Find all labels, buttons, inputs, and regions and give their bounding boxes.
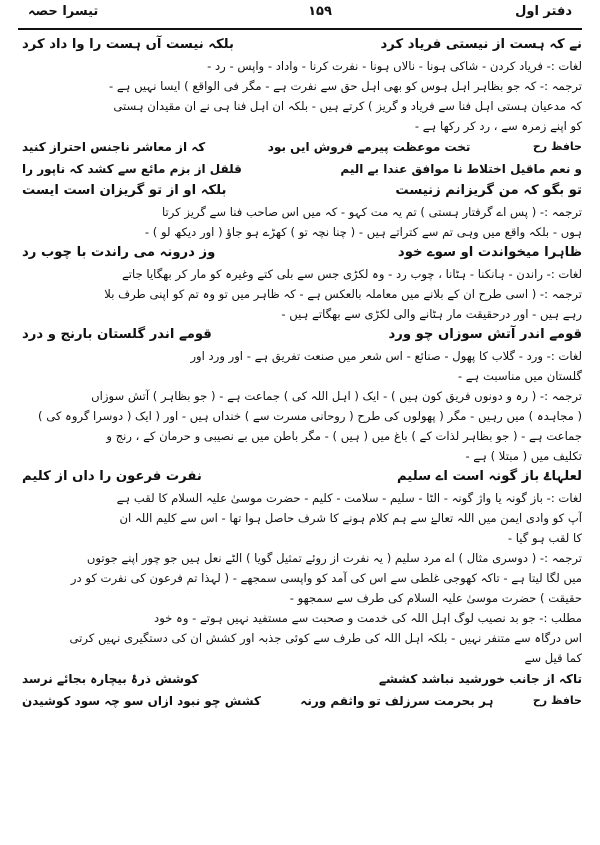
text-line: ہوں - بلکہ واقع میں وہی تم سے کتراتے ہیں - ( چنا نچہ تو ) کھڑے ہو جاؤ ( اور دیکھ لو ) - (144, 225, 582, 239)
hemistich: ظاہرا میخواندت او سوے خود (397, 245, 582, 260)
text-line: لغات :- ورد - گلاب کا پھول - صنائع - اس شعر میں صنعت تفریق ہے - اور ورد اور (190, 349, 582, 363)
text-line: کو اپنے زمرہ سے ، رد کر رکھا ہے - (414, 119, 582, 133)
text-line: ترجمہ :- ( اسی طرح ان کے بلانے میں معاملہ بالعکس ہے - کہ ظاہر میں تو وہ تم کو اپنی طرف بلا (104, 287, 582, 301)
header-section-label: تیسرا حصہ (28, 4, 99, 19)
hemistich: و نعم ماقیل اختلاط نا موافق عندا بے الیم (340, 162, 582, 176)
hemistich: نفرت فرعون را داں از کلیم (22, 469, 202, 484)
hemistich: ہر بحرمت سرزلف تو واثقم ورنہ (300, 694, 494, 708)
poet-label: حافظ رح (532, 140, 582, 153)
hemistich: کوشش ذرۂ بیچارہ بجائے نرسد (22, 672, 199, 686)
poem-line (22, 690, 582, 712)
hemistich: کہ از معاشر ناجنس احتراز کنید (22, 140, 206, 154)
verse-line (22, 34, 582, 56)
header-volume-label: دفتر اول (515, 4, 572, 19)
hemistich: لعلہاۓ باز گونہ است اے سلیم (396, 469, 582, 484)
hemistich: تو بگو کہ من گریزانم زنیست (395, 183, 582, 198)
text-line: ترجمہ :- ( دوسری مثال ) اے مرد سلیم ( یہ نفرت از روئے تمثیل گویا ) الٹے نعل ہیں جو چور اپنے جوتوں (86, 551, 582, 565)
page-number: ۱۵۹ (308, 4, 332, 19)
text-line: حقیقت ) حضرت موسیٰ علیہ السلام کی طرف سے سمجھو - (289, 591, 582, 605)
text-line: گلستان میں مناسبت ہے - (457, 369, 582, 383)
text-line: ترجمہ :- ( رہ و دونوں فریق کون ہیں ) - ایک ( اہل اللہ کی ) جماعت ہے - ( جو بظاہر ) آتش سوزاں (91, 389, 582, 403)
page-body (22, 34, 582, 839)
text-line: اس درگاہ سے متنفر نہیں - بلکہ اہل اللہ کی طرف سے کوئی جذبہ اور کشش ان کی دستگیری نہیں کرتی (69, 631, 582, 645)
hemistich: بلکہ او از تو گریزان است ایست (22, 183, 227, 198)
hemistich: بلکہ نیست آں ہست را وا داد کرد (22, 37, 234, 52)
hemistich: تاکہ از جانب خورشید نباشد کششے (378, 672, 582, 686)
text-line: کا لقب ہو گیا - (507, 531, 582, 545)
hemistich: کشش چو نبود ازاں سو چہ سود کوشیدن (22, 694, 261, 708)
text-line: ( مجاہدہ ) میں رہیں - مگر ( پھولوں کی طرح ( روحانی مسرت سے ) خنداں ہیں - اور ( ایک ( دوسرا گروہ کی ) (37, 409, 582, 423)
poem-line (22, 668, 582, 690)
verse-line (22, 324, 582, 346)
text-line: کہ مدعیان ہستی اہل فنا سے فریاد و گریز ) کرتے ہیں - بلکہ ان اہل فنا ہی نے ان مقیدان ہستی (113, 99, 582, 113)
text-line: تکلیف میں ( مبتلا ) ہے - (465, 449, 582, 463)
text-line: مطلب :- جو بد نصیب لوگ اہل اللہ کی خدمت و صحبت سے مستفید نہیں ہوتے - وہ خود (154, 611, 582, 625)
verse-line (22, 466, 582, 488)
page-header (20, 4, 580, 26)
hemistich: قلقل از بزم مائع سے کشد کہ ناپور را (22, 162, 242, 176)
text-line: رہے ہیں - اور درحقیقت مار ہٹانے والی لکڑی سے بھگاتے ہیں - (281, 307, 582, 321)
hemistich: وز درونہ می راندت با چوب رد (22, 245, 216, 260)
text-line: آپ کو وادی ایمن میں اللہ تعالےٰ سے ہم کلام ہونے کا شرف حاصل ہوا تھا - اس سے کلیم اللہ ان (119, 511, 582, 525)
text-line: جماعت ہے - ( جو بظاہر لذات کے ) باغ میں ( ہیں ) - مگر باطن میں بے نصیبی و حرمان کے ، رنج و (106, 429, 582, 443)
text-line: لغات :- راندن - ہانکنا - ہٹانا ، چوب رد - وہ لکڑی جس سے بلی کتے وغیرہ کو مار کر بھگایا جاتے (122, 267, 582, 281)
hemistich: تخت موعظت پیرمے فروش ایں بود (267, 140, 471, 154)
text-line: میں لگا لیتا ہے - تاکہ کھوجی غلطی سے اس کی آمد کو واپسی سمجھے - ( لہذا تم فرعون کی نفرت کو در (70, 571, 582, 585)
text-line: ترجمہ :- ( پس اے گرفتار ہستی ) تم یہ مت کہو - کہ میں اس صاحب فنا سے گریز کرتا (161, 205, 582, 219)
text-line: لغات :- باز گونہ یا واژ گونہ - الٹا - سلیم - سلامت - کلیم - حضرت موسیٰ علیہ السلام کا لقب ہے (116, 491, 582, 505)
hemistich: قومے اندر گلستان بارنج و درد (22, 327, 212, 342)
poet-label: حافظ رح (532, 694, 582, 707)
header-rule (18, 28, 582, 30)
text-line: ترجمہ :- کہ جو بظاہر اہل ہوس کو بھی اہل حق سے نفرت ہے - مگر فی الواقع ) ایسا نہیں ہے - (108, 79, 582, 93)
hemistich: نے کہ ہست از نیستی فریاد کرد (380, 37, 582, 52)
text-line: کما قیل سے (524, 651, 582, 665)
poem-line (22, 136, 582, 158)
poem-line (22, 158, 582, 180)
verse-line (22, 242, 582, 264)
hemistich: قومے اندر آتش سوزاں چو ورد (388, 327, 582, 342)
verse-line (22, 180, 582, 202)
text-line: لغات :- فریاد کردن - شاکی ہونا - نالاں ہونا - نفرت کرنا - واداد - واپس - رد - (207, 59, 582, 73)
